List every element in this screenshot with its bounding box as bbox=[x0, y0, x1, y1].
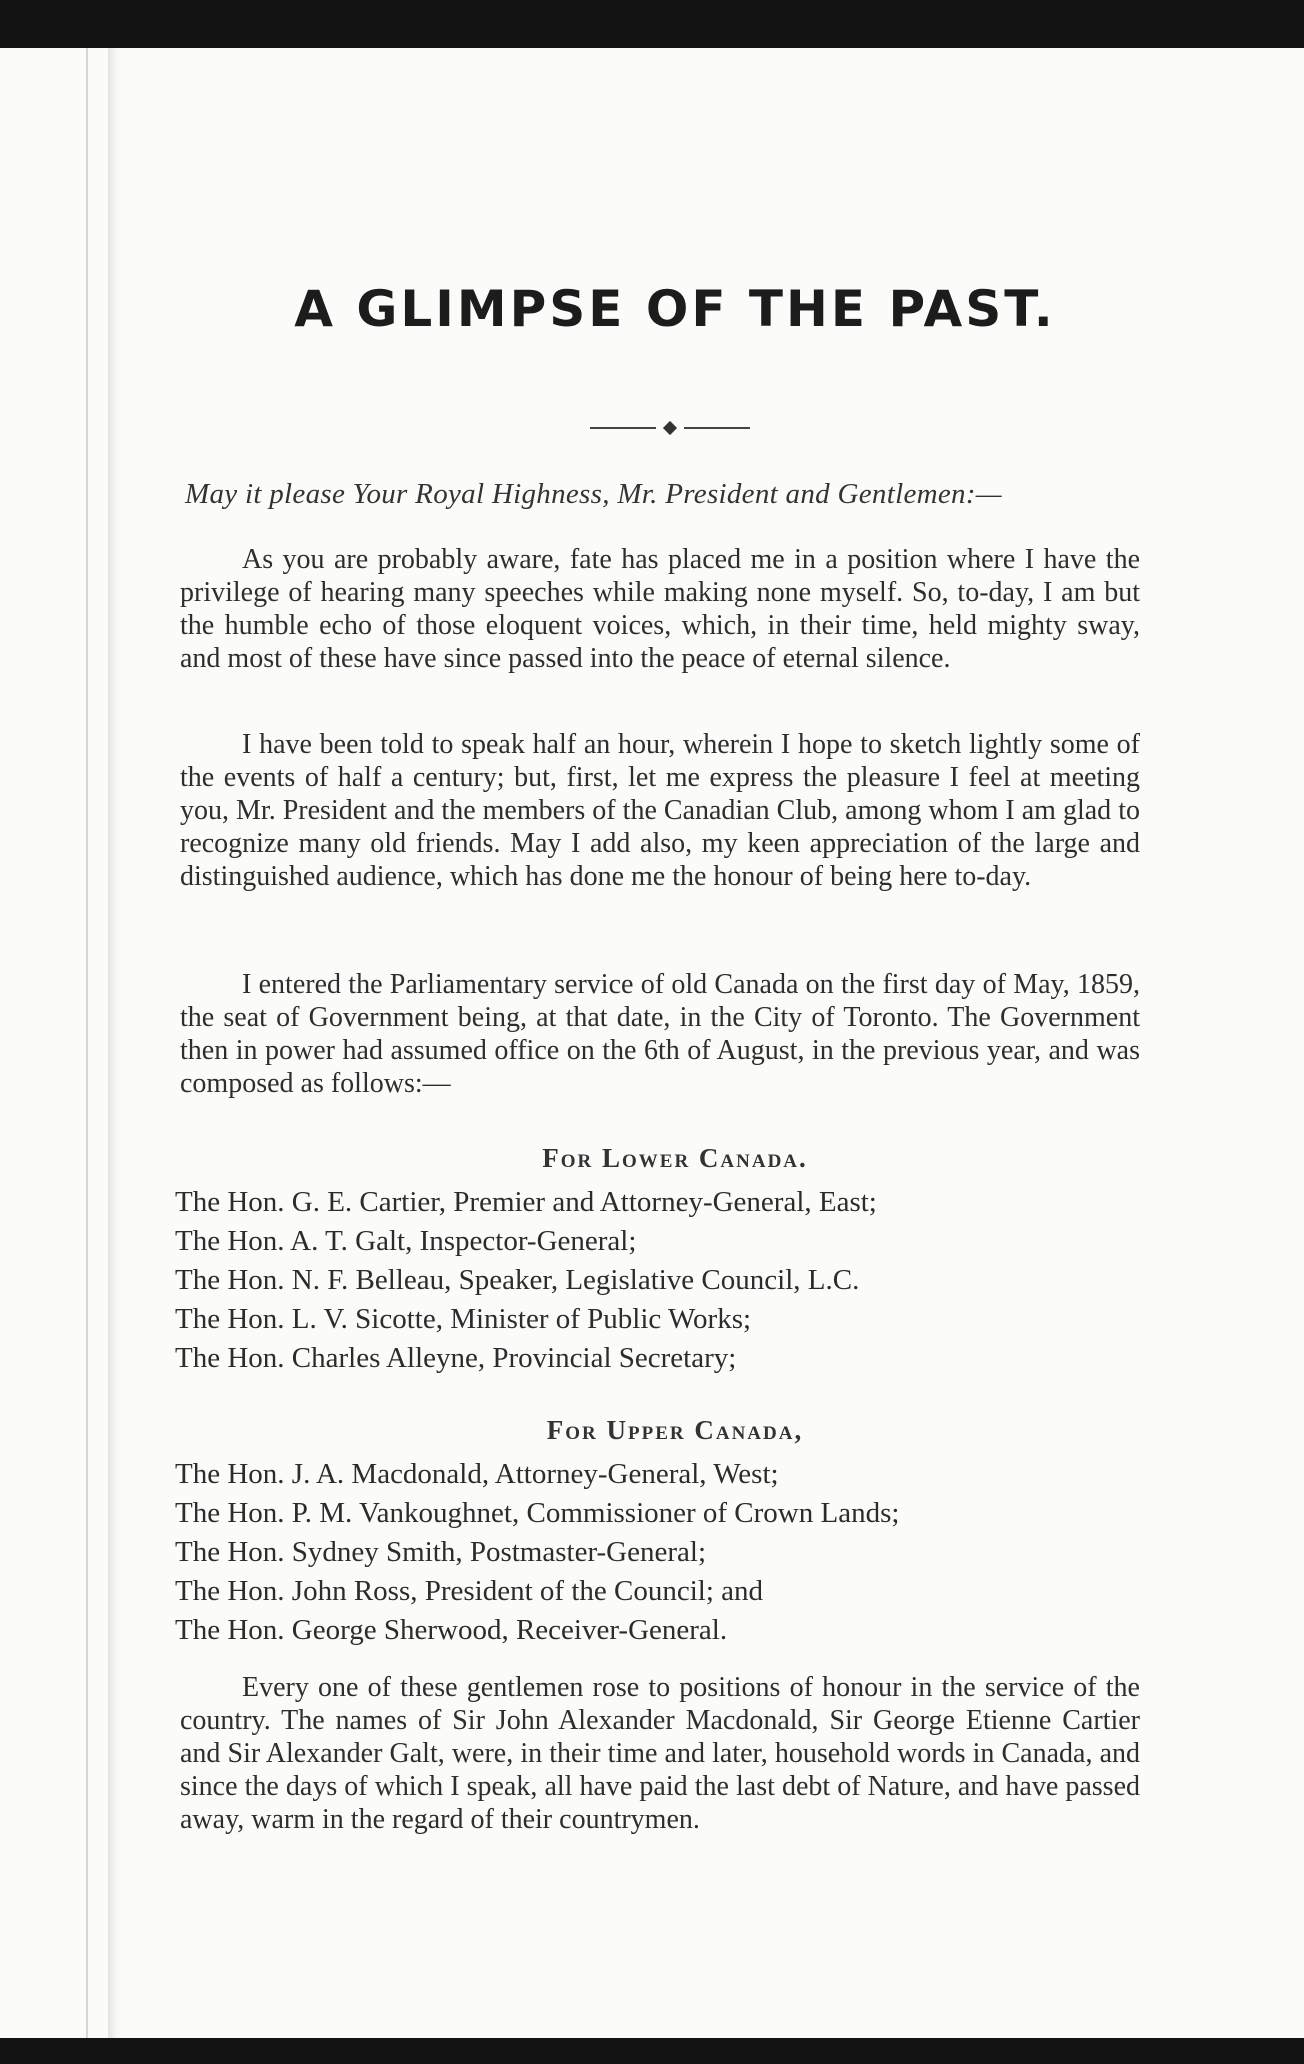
page-fold-line bbox=[86, 48, 88, 2038]
title-ornament bbox=[590, 418, 750, 438]
list-item: The Hon. Sydney Smith, Postmaster-General; bbox=[175, 1536, 707, 1568]
list-item: The Hon. Charles Alleyne, Provincial Secretary; bbox=[175, 1342, 737, 1374]
upper-canada-list bbox=[175, 1455, 1135, 1650]
paragraph-3: I entered the Parliamentary service of old Canada on the first day of May, 1859, the seat of Government being, at that date, in the City of Toronto. The Government then in power had assumed office on the 6th of August, in the previous year, and was composed as follows:— bbox=[180, 969, 1140, 1099]
ornament-rule-left bbox=[590, 427, 656, 429]
book-page bbox=[0, 48, 1304, 2038]
ornament-rule-right bbox=[684, 427, 750, 429]
list-item: The Hon. George Sherwood, Receiver-General. bbox=[175, 1614, 728, 1646]
list-item: The Hon. P. M. Vankoughnet, Commissioner of Crown Lands; bbox=[175, 1497, 900, 1529]
paragraph-4: Every one of these gentlemen rose to positions of honour in the service of the country. The names of Sir John Alexander Macdonald, Sir George Etienne Cartier and Sir Alexander Galt, were, in their time and later, household words in Canada, and since the days of which I speak, all have paid the last debt of Nature, and have passed away, warm in the regard of their countrymen. bbox=[180, 1672, 1140, 1835]
lower-canada-heading: For Lower Canada. bbox=[542, 1143, 808, 1173]
list-item: The Hon. A. T. Galt, Inspector-General; bbox=[175, 1225, 637, 1257]
lower-canada-list bbox=[175, 1183, 1135, 1378]
page-gutter bbox=[108, 48, 122, 2038]
chapter-title: A GLIMPSE OF THE PAST. bbox=[294, 280, 1056, 338]
paragraph-2: I have been told to speak half an hour, wherein I hope to sketch lightly some of the events of half a century; but, first, let me express the pleasure I feel at meeting you, Mr. President and the members of the Canadian Club, among whom I am glad to recognize many old friends. May I add also, my keen appreciation of the large and distinguished audience, which has done me the honour of being here to-day. bbox=[180, 729, 1140, 892]
list-item: The Hon. John Ross, President of the Council; and bbox=[175, 1575, 764, 1607]
list-item: The Hon. L. V. Sicotte, Minister of Public Works; bbox=[175, 1303, 752, 1335]
upper-canada-heading: For Upper Canada, bbox=[546, 1415, 804, 1445]
list-item: The Hon. N. F. Belleau, Speaker, Legislative Council, L.C. bbox=[175, 1264, 860, 1296]
list-item: The Hon. G. E. Cartier, Premier and Attorney-General, East; bbox=[175, 1186, 877, 1218]
paragraph-1: As you are probably aware, fate has placed me in a position where I have the privilege of hearing many speeches while making none myself. So, to-day, I am but the humble echo of those eloquent voices, which, in their time, held mighty sway, and most of these have since passed into the peace of eternal silence. bbox=[180, 544, 1140, 674]
list-item: The Hon. J. A. Macdonald, Attorney-General, West; bbox=[175, 1458, 779, 1490]
salutation: May it please Your Royal Highness, Mr. President and Gentlemen:— bbox=[185, 478, 1002, 510]
diamond-icon bbox=[663, 421, 677, 435]
